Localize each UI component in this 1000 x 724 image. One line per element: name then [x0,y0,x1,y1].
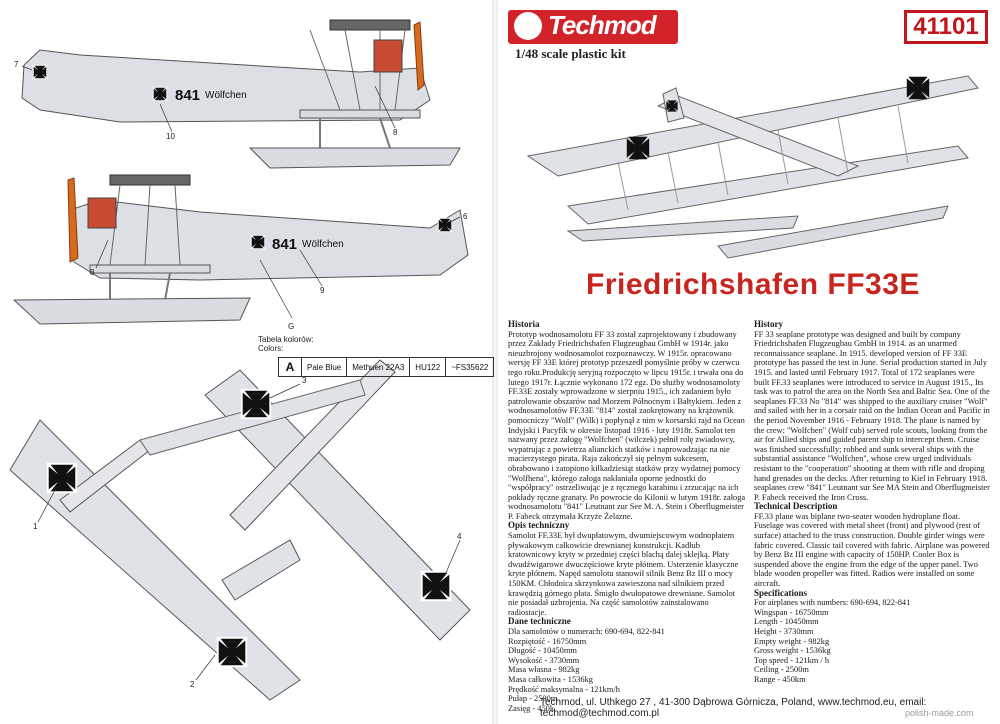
profile-2-serial: 841 [272,236,298,253]
list-item: For airplanes with numbers: 690-694, 822-841 [754,598,911,608]
callout-4: 4 [457,532,462,541]
list-item: Dla samolotów o numerach: 690-694, 822-841 [508,627,665,636]
colors-table-row [279,358,494,377]
opis-heading: Opis techniczny [508,520,570,531]
color-code: A [279,358,302,377]
spec-heading: Specifications [754,587,807,598]
colors-title-pl: Tabela kolorów: [258,335,314,344]
list-item: Długość - 10450mm [508,646,577,656]
list-item: Wingspan - 16750mm [754,607,829,617]
historia-heading: Historia [508,319,540,329]
tech-text: FF.33 plane was biplane two-seater wooden hydroplane float. Fuselage was covered with metal sheet (front) and plywood (rest of surface) attached to the truss construction. Double girder wings were fabric covered. Classic tail covered with fabric. Airplane was powered by Benz Bz III engine with capacity of 150HP. Cooler Box is suspended above the engine from the edge of the upper panel. Two blade wooden propeller was fitted. Radios were installed on some aircraft. [754,511,990,589]
profile-1-name: Wölfchen [205,90,247,101]
brand-name: Techmod [548,10,656,40]
list-item: Pułap - 2500m [508,694,558,704]
list-item: Range - 450km [754,674,806,684]
callout-8-top: 8 [393,128,398,137]
callout-3: 3 [302,376,307,385]
side-profile-right-facing [22,20,460,168]
callout-9: 9 [320,286,325,295]
english-column [754,320,990,685]
list-item: Masa własna - 982kg [508,665,580,675]
dane-heading: Dane techniczne [508,616,571,627]
historia-text: Prototyp wodnosamolotu FF 33 został zaprojektowany i zbudowany przez Zakłady Friedrichshafen Flugzeugbau GmbH w 1914r. jako nieuzbrojony wodnosamolot rozpoznawczy. W 1915r. opracowano wersję FF 33E której prototyp przeszedł pomyślnie próby w czerwcu tego roku.Produkcję seryjną rozpoczęto w lipcu 1915r. i trwała ona do lutego 1917r. Łącznie wykonano 172 egz. Do służby wodnosamoloty FF.33E zostały wprowadzone w sierpniu 1915., ich zadaniem było patrolowanie obszarów nad Morzem Północnym i Bałtykiem. Jeden z wodnosamolotów FF.33E "814" został zaokrętowany na krążownik pomocniczy "Wolf" (Wilk) i popłynął z nim w korsarski rajd na Ocean Indyjski i Pacyfik w okresie listopad 1916 - luty 1918r. Samolot ten nazwany przez załogę "Wolfchen" (wilczek) pełnił rolę zwiadowcy, wypatrując z powietrza alianckich statków i naprowadzając na nie macierzystego pirata. Raja zakończył się pełnym sukcesem, obrabowano i zatopiono kilkadziesiąt statków przy wydatnej pomocy "Wolfhena", którego załoga nakłaniała oporne jednostki do "współpracy" ostrzeliwując je z ręcznego karabinu i zrzucając na ich pokłady ręczne granaty. Po powrocie do Kilonii w lutym 1918r. załoga wodnosamolotu "841" Leutnant zur See M. A. Stein i Oberflugmeister P. Fabeck otrzymała Krzyże Żelazne. [508,329,746,521]
list-item: Ceiling - 2500m [754,665,809,675]
callout-6: 6 [463,212,468,221]
color-name: Pale Blue [302,358,347,377]
colors-table [278,357,494,377]
hero-aircraft [498,66,998,266]
history-text: FF 33 seaplane prototype was designed and built by company Friedrichshafen Flugzeugbau GmbH in 1914. as an unarmed reconnaissance seaplane. In 1915. developed version of FF 33E prototype has passed the test in June. Serial production started in July 1915. and lasted until February 1917. Total of 172 seaplanes were built FF.33 seaplanes were introduced to service in August 1915., Its task was to patrol the area on the North Sea and Baltic Sea. One of the seaplanes FF.33 No "814" was shipped to the auxiliary cruiser "Wolf" and sailed with her in a corsair raid on the Indian Ocean and Pacific in the period November 1916 - February 1918. The plane is named by the crew: "Wolfchen" (Wolf cub) served role scouts, looking from the air for Allied ships and guided parent ship to intercept them. Cruise was finished successfully; robbed and sunk several ships with the substantial assistance "Wolfchen", whose crew urged individuals resistant to the "cooperation" shooting at them with rifle and droping hand grenades on the decks. After returning to Kiel in February 1918. seaplanes crew "841" Leutnant sur See MA Stein and Oberflugmeister P. Fabeck received the Iron Cross. [754,329,990,502]
color-humbrol: HU122 [410,358,446,377]
side-profile-left-facing [14,175,468,324]
color-methuen: Methuen 22A3 [347,358,410,377]
logo-emblem-icon [514,12,542,40]
list-item: Masa całkowita - 1536kg [508,674,593,684]
list-item: Length - 10450mm [754,617,819,627]
list-item: Wysokość - 3730mm [508,655,580,665]
list-item: Height - 3730mm [754,627,814,636]
callout-7: 7 [14,60,19,69]
kit-number: 41101 [904,10,988,44]
plan-view [10,360,470,700]
callout-2: 2 [190,680,195,689]
aircraft-title: Friedrichshafen FF33E [586,268,920,301]
colors-table-title [258,335,314,353]
list-item: Empty weight - 982kg [754,636,830,646]
list-item: Top speed - 121km / h [754,655,830,665]
list-item: Prędkość maksymalna - 121km/h [508,684,620,694]
list-item: Rozpiętość - 16750mm [508,636,587,646]
polish-column [508,320,746,713]
colors-title-en: Colors: [258,344,284,353]
callout-10: 10 [166,132,175,141]
spec-list [754,598,990,684]
scale-line: 1/48 scale plastic kit [515,46,626,61]
profile-1-serial: 841 [175,87,201,104]
watermark: polish-made.com [905,708,974,718]
opis-text: Samolot FF.33E był dwupłatowym, dwumiejscowym wodnopłatem pływakowym całkowicie drewnianej konstrukcji. Kadłub kratownicowy kryty w przedniej części blachą dalej sklejką. Płaty dwudźwigarowe dwuczęściowe kryte płótnem. Usterzenie klasyczne kryte płótnem. Napęd samolotu stanowił silnik Benz Bz III o mocy 150KM. Chłodnica skrzynkowa zawieszona nad silnikiem przed krawędzią górnego płata. Śmigło dwułopatowe drewniane. Samolot nie posiadał uzbrojenia. Na część samolotów zainstalowano radiostacje. [508,531,739,617]
history-heading: History [754,319,783,329]
footer-address: Techmod, ul. Uthkego 27 , 41-300 Dąbrowa Górnicza, Poland, www.techmod.eu, email: techmod@techmod.com.pl [540,697,927,719]
list-item: Gross weight - 1536kg [754,646,831,656]
tech-heading: Technical Description [754,501,838,512]
callout-1: 1 [33,522,38,531]
profile-2-name: Wölfchen [302,239,344,250]
callout-g: G [288,322,295,331]
list-item: Zasięg - 450k [508,703,555,713]
color-fs: ~FS35622 [446,358,494,377]
callout-8-bottom: 8 [90,268,95,277]
